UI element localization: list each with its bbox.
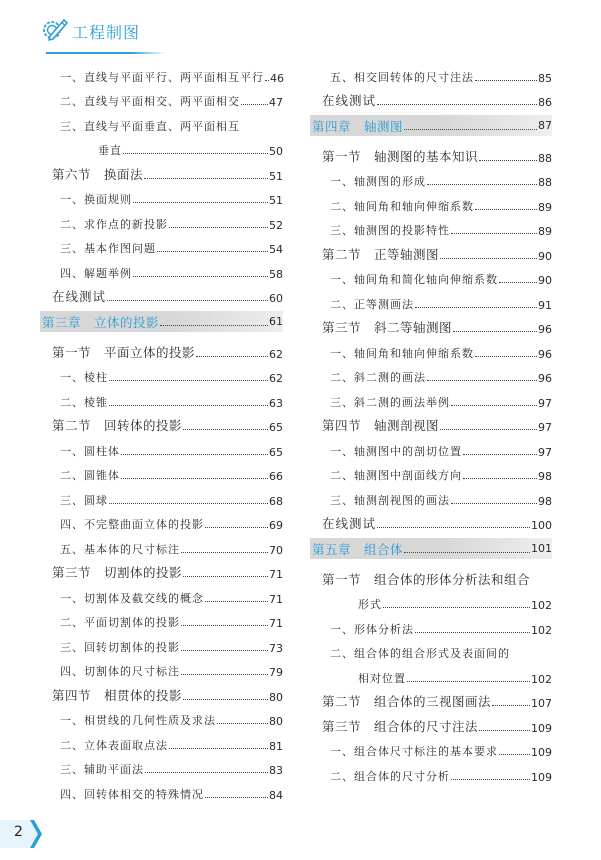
dot-leader <box>415 632 530 633</box>
dot-leader <box>453 331 537 332</box>
toc-entry[interactable] <box>310 735 552 760</box>
toc-page-number: 109 <box>531 746 552 759</box>
toc-entry-title: 第四节 相贯体的投影 <box>52 687 183 703</box>
dot-leader <box>133 202 268 203</box>
toc-page-number: 102 <box>531 599 552 612</box>
toc-entry[interactable] <box>310 661 552 686</box>
toc-entry[interactable] <box>40 704 283 729</box>
toc-entry-title: 在线测试 <box>322 516 377 531</box>
dot-leader <box>383 607 530 608</box>
toc-entry[interactable] <box>40 630 283 655</box>
dot-leader <box>107 300 268 301</box>
toc-entry-title: 二、正等测画法 <box>330 297 414 311</box>
toc-page-number: 71 <box>269 617 283 630</box>
toc-entry-title: 四、解题举例 <box>60 266 132 280</box>
toc-entry-title: 一、直线与平面平行、两平面相互平行 <box>60 70 264 84</box>
toc-entry-title: 三、辅助平面法 <box>60 763 144 776</box>
toc-entry-title: 二、圆锥体 <box>60 469 120 482</box>
toc-page-number: 80 <box>269 690 283 704</box>
toc-entry[interactable] <box>40 655 283 680</box>
toc-entry-title: 第五章 组合体 <box>312 541 404 557</box>
toc-page-number: 54 <box>269 243 283 256</box>
toc-entry[interactable] <box>40 60 283 85</box>
header-underline <box>46 52 166 54</box>
dot-leader <box>181 650 268 651</box>
toc-page-number: 62 <box>269 372 283 385</box>
toc-page-number: 96 <box>538 347 552 361</box>
toc-page-number: 63 <box>269 396 283 410</box>
toc-page-number: 71 <box>269 592 283 606</box>
toc-entry-title: 二、轴测图中剖面线方向 <box>330 469 462 482</box>
toc-entry-title: 第三章 立体的投影 <box>42 314 160 330</box>
toc-entry-title: 第二节 回转体的投影 <box>52 418 183 433</box>
toc-page-number: 98 <box>538 470 552 483</box>
toc-entry[interactable] <box>40 281 283 306</box>
dot-leader <box>183 429 268 430</box>
toc-entry-title: 二、组合体的尺寸分析 <box>330 769 450 783</box>
toc-entry-title: 第一节 组合体的形体分析法和组合 <box>322 571 531 587</box>
toc-entry-title: 第三节 切割体的投影 <box>52 565 183 580</box>
toc-section[interactable] <box>310 686 552 711</box>
dot-leader <box>415 307 537 308</box>
dot-leader <box>463 454 537 455</box>
toc-page-number: 97 <box>538 445 552 459</box>
dot-leader <box>169 748 268 749</box>
dot-leader <box>241 104 268 105</box>
toc-entry-title: 二、求作点的新投影 <box>60 217 168 231</box>
toc-entry[interactable] <box>310 637 552 662</box>
dot-leader <box>479 730 530 731</box>
toc-entry[interactable] <box>40 183 283 208</box>
toc-entry[interactable] <box>310 459 552 484</box>
dot-leader <box>109 380 268 381</box>
toc-page-number: 90 <box>538 274 552 287</box>
toc-entry[interactable] <box>40 483 283 508</box>
toc-page-number: 89 <box>538 225 552 238</box>
toc-entry[interactable] <box>310 263 552 288</box>
toc-entry[interactable] <box>40 232 283 257</box>
toc-entry-title: 第四节 轴测剖视图 <box>322 418 440 433</box>
toc-entry[interactable] <box>40 256 283 281</box>
dot-leader <box>109 405 268 406</box>
toc-entry-title: 在线测试 <box>52 289 107 304</box>
toc-page-number: 101 <box>531 542 552 555</box>
toc-page-number: 97 <box>538 396 552 410</box>
toc-entry-title: 一、圆柱体 <box>60 444 120 458</box>
toc-page-number: 71 <box>269 568 283 581</box>
dot-leader <box>160 325 268 326</box>
dot-leader <box>377 527 530 528</box>
toc-section[interactable] <box>40 557 283 582</box>
toc-section[interactable] <box>310 563 552 588</box>
dot-leader <box>427 184 537 185</box>
toc-entry[interactable] <box>310 759 552 784</box>
dot-leader <box>265 80 269 81</box>
toc-section[interactable] <box>40 679 283 704</box>
toc-entry-title: 一、组合体尺寸标注的基本要求 <box>330 745 498 758</box>
toc-page-number: 65 <box>269 445 283 459</box>
toc-page-number: 73 <box>269 641 283 655</box>
toc-page-number: 79 <box>269 666 283 679</box>
toc-entry[interactable] <box>310 287 552 312</box>
toc-entry-title: 第二节 组合体的三视图画法 <box>322 694 492 709</box>
toc-page-number: 91 <box>538 298 552 312</box>
toc-entry-title: 第一节 轴测图的基本知识 <box>322 148 479 164</box>
toc-entry-title: 二、轴间角和轴向伸缩系数 <box>330 199 474 213</box>
toc-entry-title: 一、棱柱 <box>60 371 108 384</box>
dot-leader <box>407 681 530 682</box>
toc-entry-title: 第三节 斜二等轴测图 <box>322 320 453 335</box>
dot-leader <box>475 356 537 357</box>
toc-page-number: 89 <box>538 200 552 214</box>
toc-entry[interactable] <box>40 434 283 459</box>
toc-page-number: 81 <box>269 739 283 753</box>
toc-entry[interactable] <box>40 532 283 557</box>
header-title: 工程制图 <box>72 23 141 42</box>
dot-leader <box>183 576 268 577</box>
dot-leader <box>377 104 537 105</box>
page-number: 2 <box>14 824 23 840</box>
dot-leader <box>181 552 268 553</box>
toc-entry-title: 第一节 平面立体的投影 <box>52 344 196 360</box>
dot-leader <box>427 380 537 381</box>
toc-entry-title: 二、棱锥 <box>60 395 108 409</box>
dot-leader <box>217 723 268 724</box>
toc-entry[interactable] <box>40 459 283 484</box>
toc-entry-title: 三、轴测图的投影特性 <box>330 224 450 237</box>
toc-entry-title: 一、切割体及截交线的概念 <box>60 591 204 605</box>
toc-entry[interactable] <box>310 60 552 85</box>
toc-page-number: 69 <box>269 519 283 532</box>
toc-entry-title: 三、直线与平面垂直、两平面相互 <box>60 119 240 133</box>
toc-entry-title: 一、轴测图中的剖切位置 <box>330 444 462 458</box>
toc-entry[interactable] <box>310 385 552 410</box>
toc-entry-title: 二、立体表面取点法 <box>60 738 168 752</box>
toc-entry[interactable] <box>310 336 552 361</box>
dot-leader <box>475 80 537 81</box>
toc-section[interactable] <box>310 710 552 735</box>
toc-section[interactable] <box>310 312 552 337</box>
toc-page-number: 52 <box>269 218 283 232</box>
toc-entry-title: 第三节 组合体的尺寸注法 <box>322 718 479 734</box>
toc-section[interactable] <box>310 140 552 165</box>
toc-entry-title: 四、不完整曲面立体的投影 <box>60 518 204 531</box>
toc-page-number: 51 <box>269 194 283 207</box>
toc-entry[interactable] <box>40 361 283 386</box>
toc-entry[interactable] <box>40 753 283 778</box>
toc-entry[interactable] <box>40 508 283 533</box>
dot-leader <box>121 454 268 455</box>
toc-section[interactable] <box>310 410 552 435</box>
toc-entry[interactable] <box>310 214 552 239</box>
toc-entry-title: 五、相交回转体的尺寸注法 <box>330 70 474 84</box>
toc-entry-title: 三、基本作图问题 <box>60 242 156 255</box>
toc-entry[interactable] <box>40 581 283 606</box>
toc-page-number: 107 <box>531 697 552 710</box>
dot-leader <box>492 705 530 706</box>
toc-page-number: 96 <box>538 323 552 336</box>
toc-entry-title: 在线测试 <box>322 93 377 108</box>
toc-entry[interactable] <box>40 728 283 753</box>
toc-chapter[interactable] <box>40 311 283 332</box>
toc-entry-title: 一、轴间角和简化轴向伸缩系数 <box>330 273 498 286</box>
toc-entry[interactable] <box>40 85 283 110</box>
toc-page-number: 88 <box>538 176 552 189</box>
dot-leader <box>196 356 268 357</box>
toc-page-number: 88 <box>538 151 552 165</box>
toc-page-number: 109 <box>531 770 552 784</box>
toc-entry-title: 一、换面规则 <box>60 193 132 206</box>
dot-leader <box>475 209 537 210</box>
dot-leader <box>205 797 268 798</box>
dot-leader <box>181 625 268 626</box>
toc-page-number: 100 <box>531 519 552 532</box>
toc-page-number: 65 <box>269 421 283 434</box>
toc-entry-title: 形式 <box>358 598 382 611</box>
toc-entry-title: 第六节 换面法 <box>52 166 144 182</box>
toc-entry[interactable] <box>310 189 552 214</box>
toc-entry-title: 一、轴测图的形成 <box>330 175 426 188</box>
toc-section[interactable] <box>40 410 283 435</box>
dot-leader <box>205 601 268 602</box>
toc-page-number: 102 <box>531 672 552 686</box>
toc-page-number: 47 <box>269 96 283 109</box>
toc-page-number: 70 <box>269 543 283 557</box>
toc-page-number: 90 <box>538 249 552 263</box>
toc-entry-title: 一、轴间角和轴向伸缩系数 <box>330 346 474 360</box>
toc-page-number: 46 <box>270 71 284 85</box>
toc-entry[interactable] <box>40 385 283 410</box>
toc-page-number: 83 <box>269 764 283 777</box>
dot-leader <box>121 478 268 479</box>
dot-leader <box>440 429 537 430</box>
toc-entry[interactable] <box>310 434 552 459</box>
toc-entry-title: 二、平面切割体的投影 <box>60 616 180 629</box>
toc-section[interactable] <box>40 158 283 183</box>
toc-entry-title: 一、形体分析法 <box>330 622 414 636</box>
dot-leader <box>463 478 537 479</box>
toc-page-number: 97 <box>538 421 552 434</box>
toc-page-number: 50 <box>269 145 283 158</box>
toc-entry-title: 三、回转切割体的投影 <box>60 640 180 654</box>
dot-leader <box>451 405 537 406</box>
toc-entry[interactable] <box>40 134 283 159</box>
toc-page-number: 109 <box>531 721 552 735</box>
dot-leader <box>499 754 530 755</box>
toc-entry[interactable] <box>310 165 552 190</box>
toc-entry-title: 二、组合体的组合形式及表面间的 <box>330 647 510 660</box>
dot-leader <box>404 129 537 130</box>
toc-page-number: 87 <box>538 119 552 132</box>
toc-entry[interactable] <box>310 483 552 508</box>
toc-entry-title: 五、基本体的尺寸标注 <box>60 542 180 556</box>
toc-entry-title: 第二节 正等轴测图 <box>322 246 440 262</box>
dot-leader <box>451 233 537 234</box>
toc-entry-title: 二、直线与平面相交、两平面相交 <box>60 95 240 108</box>
toc-chapter[interactable] <box>310 538 552 559</box>
toc-entry[interactable] <box>310 612 552 637</box>
toc-page-number: 68 <box>269 494 283 508</box>
dot-leader <box>404 552 530 553</box>
dot-leader <box>123 153 268 154</box>
toc-section[interactable] <box>310 238 552 263</box>
dot-leader <box>133 276 268 277</box>
toc-entry[interactable] <box>310 588 552 613</box>
page-number-tab <box>0 820 42 848</box>
toc-entry[interactable] <box>310 508 552 533</box>
dot-leader <box>451 779 530 780</box>
toc-page-number: 96 <box>538 372 552 385</box>
toc-page-number: 84 <box>269 788 283 802</box>
toc-entry[interactable] <box>40 207 283 232</box>
toc-entry-title: 相对位置 <box>358 671 406 685</box>
toc-page-number: 58 <box>269 267 283 281</box>
dot-leader <box>205 527 268 528</box>
dot-leader <box>183 699 268 700</box>
toc-chapter[interactable] <box>310 115 552 136</box>
toc-entry[interactable] <box>310 85 552 110</box>
toc-entry[interactable] <box>310 361 552 386</box>
dot-leader <box>451 503 537 504</box>
toc-entry[interactable] <box>40 109 283 134</box>
toc-entry-title: 三、圆球 <box>60 493 108 507</box>
toc-entry-title: 第四章 轴测图 <box>312 118 404 134</box>
toc-entry[interactable] <box>40 777 283 802</box>
toc-entry-title: 四、回转体相交的特殊情况 <box>60 787 204 801</box>
dot-leader <box>157 251 268 252</box>
toc-entry-title: 三、轴测剖视图的画法 <box>330 493 450 507</box>
toc-page-number: 60 <box>269 292 283 305</box>
toc-page-number: 61 <box>269 315 283 328</box>
dot-leader <box>169 227 268 228</box>
dot-leader <box>440 258 537 259</box>
toc-entry-title: 二、斜二测的画法 <box>330 371 426 384</box>
dot-leader <box>181 674 268 675</box>
toc-section[interactable] <box>40 336 283 361</box>
dot-leader <box>144 178 268 179</box>
toc-left-column <box>40 60 283 802</box>
toc-page-number: 51 <box>269 169 283 183</box>
dot-leader <box>145 772 268 773</box>
toc-entry[interactable] <box>40 606 283 631</box>
toc-entry-title: 四、切割体的尺寸标注 <box>60 665 180 678</box>
toc-entry-title: 垂直 <box>98 144 122 157</box>
toc-right-column <box>310 60 552 784</box>
toc-page-number: 62 <box>269 347 283 361</box>
toc-page-number: 102 <box>531 623 552 637</box>
toc-page-number: 85 <box>538 71 552 85</box>
toc-page-number: 98 <box>538 494 552 508</box>
toc-entry-title: 一、相贯线的几何性质及求法 <box>60 714 216 727</box>
toc-page-number: 66 <box>269 470 283 483</box>
toc-entry-title: 三、斜二测的画法举例 <box>330 395 450 409</box>
dot-leader <box>109 503 268 504</box>
dot-leader <box>479 160 537 161</box>
pencil-gear-icon <box>40 16 68 44</box>
toc-page-number: 86 <box>538 96 552 109</box>
dot-leader <box>499 282 537 283</box>
toc-page-number: 80 <box>269 715 283 728</box>
